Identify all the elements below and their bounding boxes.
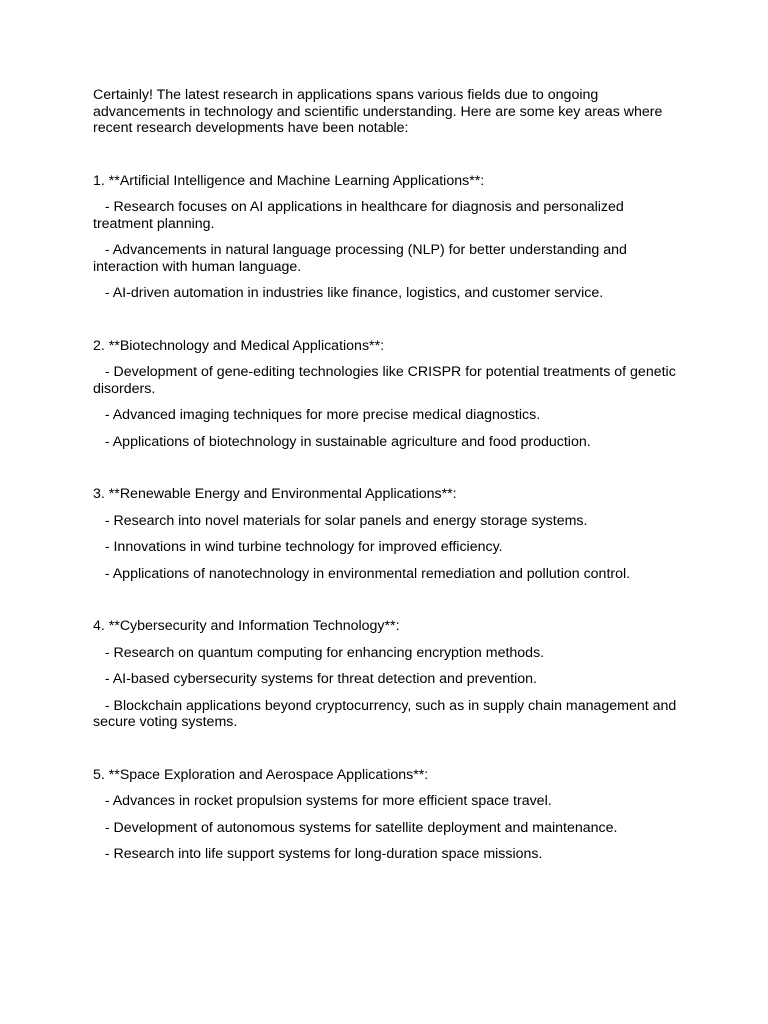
bullet-item: - AI-based cybersecurity systems for threat detection and prevention. xyxy=(93,671,537,687)
bullet-item: - Innovations in wind turbine technology for improved efficiency. xyxy=(93,539,503,555)
section-biotech-medical xyxy=(93,338,678,451)
section-heading: 2. **Biotechnology and Medical Applications**: xyxy=(93,337,385,354)
section-heading: 3. **Renewable Energy and Environmental Applications**: xyxy=(93,486,457,502)
bullet-item: - AI-driven automation in industries like finance, logistics, and customer service. xyxy=(93,285,604,301)
bullet-item: - Research into novel materials for solar panels and energy storage systems. xyxy=(93,512,588,529)
section-space-aerospace xyxy=(93,767,678,863)
bullet-item: - Research on quantum computing for enhancing encryption methods. xyxy=(93,644,545,661)
section-ai-ml xyxy=(93,173,678,302)
section-cybersecurity xyxy=(93,618,681,731)
bullet-item: - Development of gene-editing technologies like CRISPR for potential treatments of genetic disorders. xyxy=(93,364,680,397)
bullet-item: - Advancements in natural language processing (NLP) for better understanding and interaction with human language. xyxy=(93,242,631,275)
section-renewable-energy xyxy=(93,486,678,582)
section-heading: 4. **Cybersecurity and Information Technology**: xyxy=(93,618,400,634)
bullet-item: - Advanced imaging techniques for more precise medical diagnostics. xyxy=(93,407,541,423)
section-heading: 5. **Space Exploration and Aerospace Applications**: xyxy=(93,766,429,783)
bullet-item: - Advances in rocket propulsion systems for more efficient space travel. xyxy=(93,793,552,809)
bullet-item: - Applications of nanotechnology in environmental remediation and pollution control. xyxy=(93,565,631,582)
intro-paragraph: Certainly! The latest research in applications spans various fields due to ongoing advancements in technology and scientific understanding. Here are some key areas where recent research developments have been notable: xyxy=(93,87,667,136)
section-heading: 1. **Artificial Intelligence and Machine Learning Applications**: xyxy=(93,172,485,189)
document-page xyxy=(93,87,681,863)
bullet-item: - Applications of biotechnology in sustainable agriculture and food production. xyxy=(93,433,591,450)
bullet-item: - Blockchain applications beyond cryptocurrency, such as in supply chain management and secure voting systems. xyxy=(93,697,681,730)
bullet-item: - Development of autonomous systems for satellite deployment and maintenance. xyxy=(93,819,618,836)
bullet-item: - Research focuses on AI applications in healthcare for diagnosis and personalized treatment planning. xyxy=(93,199,628,232)
bullet-item: - Research into life support systems for long-duration space missions. xyxy=(93,846,543,862)
